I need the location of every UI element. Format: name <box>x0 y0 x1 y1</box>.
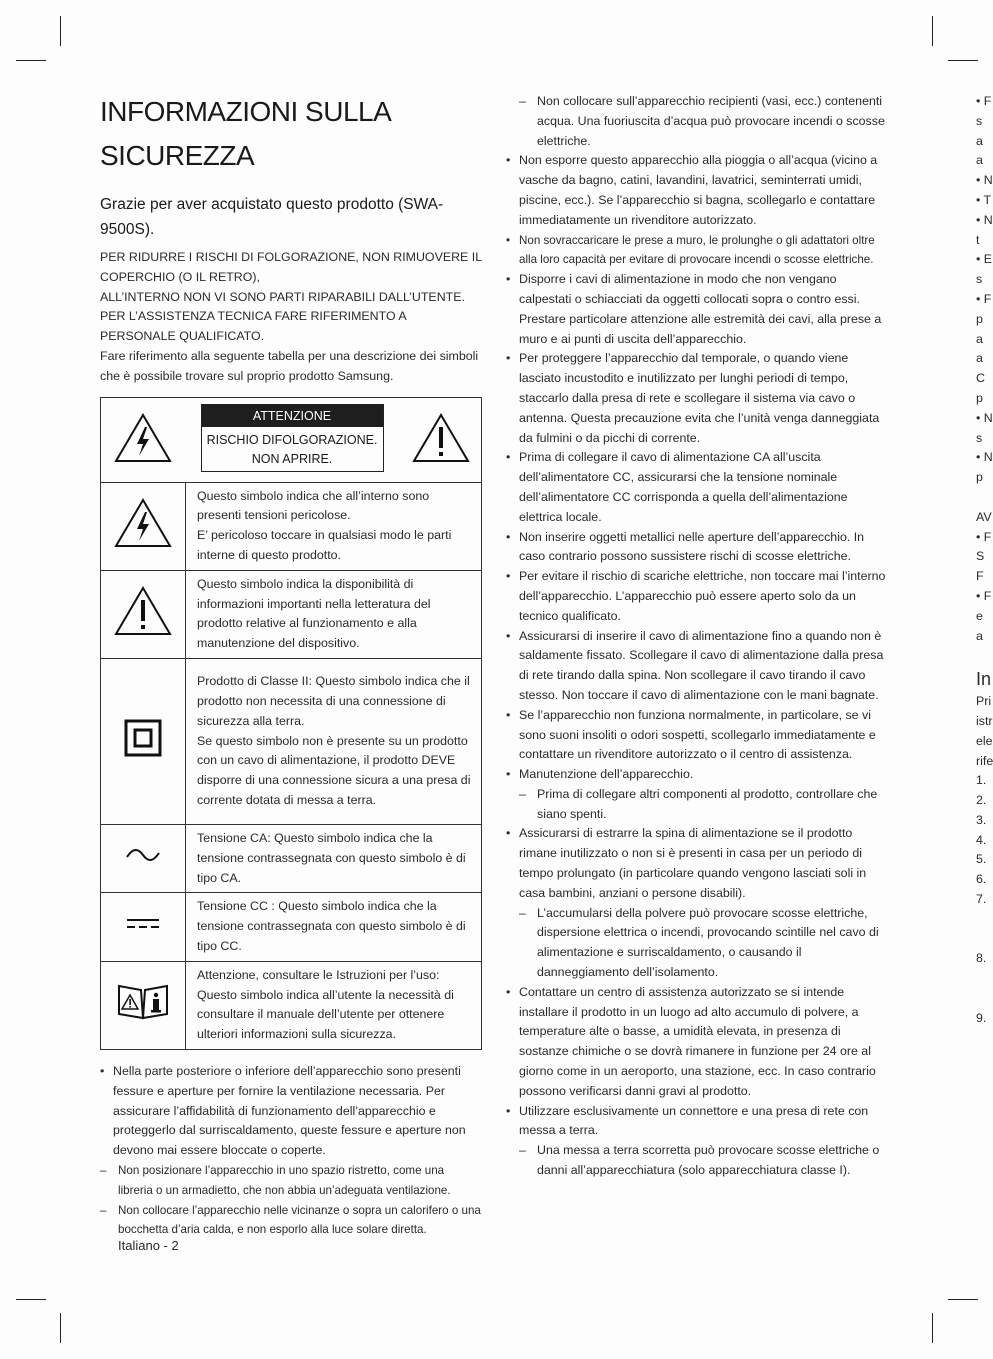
caution-box <box>201 404 384 472</box>
fragment-line <box>976 989 993 1009</box>
symbols-table <box>100 397 482 1050</box>
fragment-line: 6. <box>976 872 987 887</box>
list-item: – Non collocare l’apparecchio nelle vicinanze o sopra un calorifero o una bocchetta d’aria calda, e non esporlo alla luce solare diretta. <box>100 1201 482 1241</box>
fragment-line: • F <box>976 588 992 603</box>
list-item: • Prima di collegare il cavo di alimentazione CA all’uscita dell’alimentatore CC, assicurarsi che la tensione nominale dell’alimentatore CC corrisponda a quella dell’alimentazione elettrica locale. <box>506 448 890 527</box>
list-item <box>506 824 890 982</box>
list-item: • Non inserire oggetti metallici nelle aperture dell’apparecchio. In caso contrario possono sussistere rischi di scosse elettriche. <box>506 528 890 568</box>
fragment-line: 2. <box>976 793 987 808</box>
list-item: • Non esporre questo apparecchio alla pioggia o all’acqua (vicino a vasche da bagno, catini, lavandini, lavatrici, seminterrati umidi, piscine, ecc.). Se l’apparecchio si bagna, scollegarlo e contattare immediatamente un rivenditore autorizzato. <box>506 151 890 230</box>
fragment-line <box>976 969 993 989</box>
crop-mark <box>60 16 61 46</box>
dash-list <box>519 92 890 151</box>
exclamation-icon <box>411 412 471 464</box>
symbol-description: Prodotto di Classe II: Questo simbolo indica che il prodotto non necessita di una connessione di sicurezza alla terra. Se questo simbolo non è presente su un prodotto con un cavo di alimentazione, il prodotto DEVE disporre di una connessione sicura a una presa di corrente dotata di messa a terra. <box>186 658 482 824</box>
fragment-line: e <box>976 608 983 623</box>
fragment-line: • N <box>976 450 993 465</box>
intro-line: ALL’INTERNO NON VI SONO PARTI RIPARABILI DALL’UTENTE. <box>100 289 465 304</box>
fragment-line: 1. <box>976 773 987 788</box>
list-item <box>506 765 890 824</box>
crop-mark <box>948 60 978 61</box>
fragment-line: S <box>976 549 985 564</box>
crop-mark <box>60 1313 61 1343</box>
double-square-icon <box>124 719 162 757</box>
fragment-line: • T <box>976 192 992 207</box>
fragment-line: s <box>976 272 983 287</box>
left-column <box>100 90 482 1240</box>
fragment-line: 9. <box>976 1010 987 1025</box>
dash-list <box>519 785 890 825</box>
symbol-description: Questo simbolo indica che all’interno sono presenti tensioni pericolose. E’ pericoloso toccare in qualsiasi modo le parti interne di questo prodotto. <box>186 482 482 570</box>
symbol-description: Attenzione, consultare le Istruzioni per l’uso: Questo simbolo indica all’utente la necessità di consultare il manuale dell’utente per ottenere ulteriori informazioni sulla sicurezza. <box>186 961 482 1049</box>
fragment-line: a <box>976 351 983 366</box>
subtitle: Grazie per aver acquistato questo prodotto (SWA-9500S). <box>100 196 444 238</box>
symbol-description: Questo simbolo indica la disponibilità di informazioni importanti nella letteratura del prodotto relative al funzionamento e alla manutenzione del dispositivo. <box>186 570 482 658</box>
safety-list <box>506 151 890 1180</box>
symbol-row <box>101 961 482 1049</box>
dash-list <box>519 904 890 983</box>
fragment-line: • N <box>976 212 993 227</box>
crop-mark <box>948 1299 978 1300</box>
symbol-description: Tensione CC : Questo simbolo indica che la tensione contrassegnata con questo simbolo è di tipo CC. <box>186 893 482 961</box>
list-item: – Una messa a terra scorretta può provocare scosse elettriche o danni all’apparecchiatura (solo apparecchiatura classe I). <box>519 1141 890 1181</box>
fragment-line: istr <box>976 713 993 728</box>
symbol-row <box>101 570 482 658</box>
list-item <box>506 1102 890 1181</box>
fragment-line: t <box>976 232 980 247</box>
crop-mark <box>932 16 933 46</box>
list-item: • Disporre i cavi di alimentazione in modo che non vengano calpestati o schiacciati da oggetti collocati sopra o contro essi. Prestare particolare attenzione alle estremità dei cavi, alla prese a muro e ai punti di uscita dell’apparecchio. <box>506 270 890 349</box>
fragment-line: ele <box>976 733 993 748</box>
intro-line: Fare riferimento alla seguente tabella per una descrizione dei simboli che è possibile trovare sul proprio prodotto Samsung. <box>100 348 479 383</box>
ventilation-dash-list <box>100 1161 482 1240</box>
symbol-description: Tensione CA: Questo simbolo indica che la tensione contrassegnata con questo simbolo è di tipo CA. <box>186 824 482 892</box>
list-item-text: Manutenzione dell’apparecchio. <box>519 767 694 782</box>
fragment-line: Pri <box>976 694 992 709</box>
fragment-line <box>976 488 993 508</box>
list-item: • Nella parte posteriore o inferiore dell’apparecchio sono presenti fessure e aperture per fornire la ventilazione necessaria. Per assicurare l’affidabilità di funzionamento dell’apparecchio e proteggerlo dal surriscaldamento, queste fessure e aperture non devono mai essere bloccate o coperte. <box>100 1062 482 1161</box>
list-item: • Per proteggere l’apparecchio dal temporale, o quando viene lasciato incustodito e inutilizzato per lunghi periodi di tempo, staccarlo dalla presa di rete e scollegare il sistema via cavo o antenna. Questa precauzione evita che l’unità venga danneggiata da fulmini o da picchi di corrente. <box>506 349 890 448</box>
fragment-line: p <box>976 390 983 405</box>
caution-row <box>101 397 482 482</box>
symbol-row <box>101 893 482 961</box>
exclamation-icon <box>113 585 173 637</box>
symbol-row <box>101 658 482 824</box>
right-column-fragment <box>976 92 993 1029</box>
list-item: • Contattare un centro di assistenza autorizzato se si intende installare il prodotto in un luogo ad alto accumulo di polvere, a temperature alte o basse, a umidità elevata, in presenza di sostanze chimiche o se dovrà rimanere in funzione per 24 ore al giorno come in un aeroporto, una stazione, ecc. In caso contrario possono verificarsi danni gravi al prodotto. <box>506 983 890 1102</box>
symbol-row <box>101 482 482 570</box>
dc-icon <box>126 918 160 930</box>
caution-body: RISCHIO DIFOLGORAZIONE. NON APRIRE. <box>206 432 378 466</box>
fragment-line <box>976 930 993 950</box>
fragment-line: • E <box>976 252 993 267</box>
list-item-text: Utilizzare esclusivamente un connettore e una presa di rete con messa a terra. <box>519 1103 869 1138</box>
list-item: – Prima di collegare altri componenti al prodotto, controllare che siano spenti. <box>519 785 890 825</box>
page-title: INFORMAZIONI SULLA SICUREZZA <box>100 96 390 171</box>
fragment-line: • N <box>976 173 993 188</box>
fragment-line: • F <box>976 291 992 306</box>
fragment-line: p <box>976 470 983 485</box>
fragment-line <box>976 646 993 666</box>
fragment-line: p <box>976 311 983 326</box>
fragment-line: 5. <box>976 852 987 867</box>
middle-column <box>506 92 890 1181</box>
list-item: – Non collocare sull’apparecchio recipienti (vasi, ecc.) contenenti acqua. Una fuoriuscita d’acqua può provocare incendi o scosse elettriche. <box>519 92 890 151</box>
fragment-line: C <box>976 371 985 386</box>
lightning-icon <box>113 497 173 549</box>
list-item: – L’accumularsi della polvere può provocare scosse elettriche, dispersione elettrica o incendi, provocando scintille nel cavo di alimentazione e surriscaldamento, o causando il danneggiamento dell’isolamento. <box>519 904 890 983</box>
fragment-line: 3. <box>976 812 987 827</box>
fragment-line: a <box>976 133 983 148</box>
list-item-text: Assicurarsi di estrarre la spina di alimentazione se il prodotto rimane inutilizzato o non si è presenti in casa per un periodo di tempo prolungato (in particolare quando vengono lasciati soli in casa bambini, anziani o persone disabili). <box>519 826 867 900</box>
crop-mark <box>932 1313 933 1343</box>
intro-line: PER L’ASSISTENZA TECNICA FARE RIFERIMENTO A PERSONALE QUALIFICATO. <box>100 309 406 344</box>
ac-wave-icon <box>125 848 161 862</box>
fragment-line: a <box>976 331 983 346</box>
fragment-line: AV <box>976 509 992 524</box>
fragment-line: s <box>976 430 983 445</box>
symbol-row <box>101 824 482 892</box>
fragment-line: 8. <box>976 951 987 966</box>
fragment-line: a <box>976 153 983 168</box>
crop-mark <box>16 60 46 61</box>
caution-header: ATTENZIONE <box>202 405 383 427</box>
fragment-line <box>976 910 993 930</box>
fragment-line: F <box>976 569 984 584</box>
fragment-line: 7. <box>976 892 987 907</box>
manual-icon <box>117 982 169 1022</box>
list-item: • Se l’apparecchio non funziona normalmente, in particolare, se vi sono suoni insoliti o odori sospetti, scollegarlo immediatamente e contattare un rivenditore autorizzato o il centro di assistenza. <box>506 706 890 765</box>
fragment-line: In <box>976 669 992 690</box>
list-item: – Non posizionare l’apparecchio in uno spazio ristretto, come una libreria o un armadietto, che non abbia un’adeguata ventilazione. <box>100 1161 482 1201</box>
ventilation-list <box>100 1062 482 1161</box>
crop-mark <box>16 1299 46 1300</box>
fragment-line: rife <box>976 753 993 768</box>
list-item: • Non sovraccaricare le prese a muro, le prolunghe o gli adattatori oltre alla loro capacità per evitare di provocare incendi o scosse elettriche. <box>506 231 890 271</box>
list-item: • Per evitare il rischio di scariche elettriche, non toccare mai l’interno dell’apparecchio. L’apparecchio può essere aperto solo da un tecnico qualificato. <box>506 567 890 626</box>
dash-list <box>519 1141 890 1181</box>
fragment-line: 4. <box>976 832 987 847</box>
intro-line: PER RIDURRE I RISCHI DI FOLGORAZIONE, NON RIMUOVERE IL COPERCHIO (O IL RETRO), <box>100 250 482 284</box>
list-item: • Assicurarsi di inserire il cavo di alimentazione fino a quando non è saldamente fissato. Scollegare il cavo di alimentazione dalla presa di rete tirando dalla spina. Non scollegare il cavo tirando il cavo stesso. Non toccare il cavo di alimentazione con le mani bagnate. <box>506 627 890 706</box>
fragment-line: s <box>976 113 983 128</box>
page-footer: Italiano - 2 <box>118 1238 179 1253</box>
fragment-line: • N <box>976 410 993 425</box>
fragment-line: • F <box>976 94 992 108</box>
lightning-icon <box>113 412 173 464</box>
fragment-line: a <box>976 628 983 643</box>
fragment-line: • F <box>976 529 992 544</box>
